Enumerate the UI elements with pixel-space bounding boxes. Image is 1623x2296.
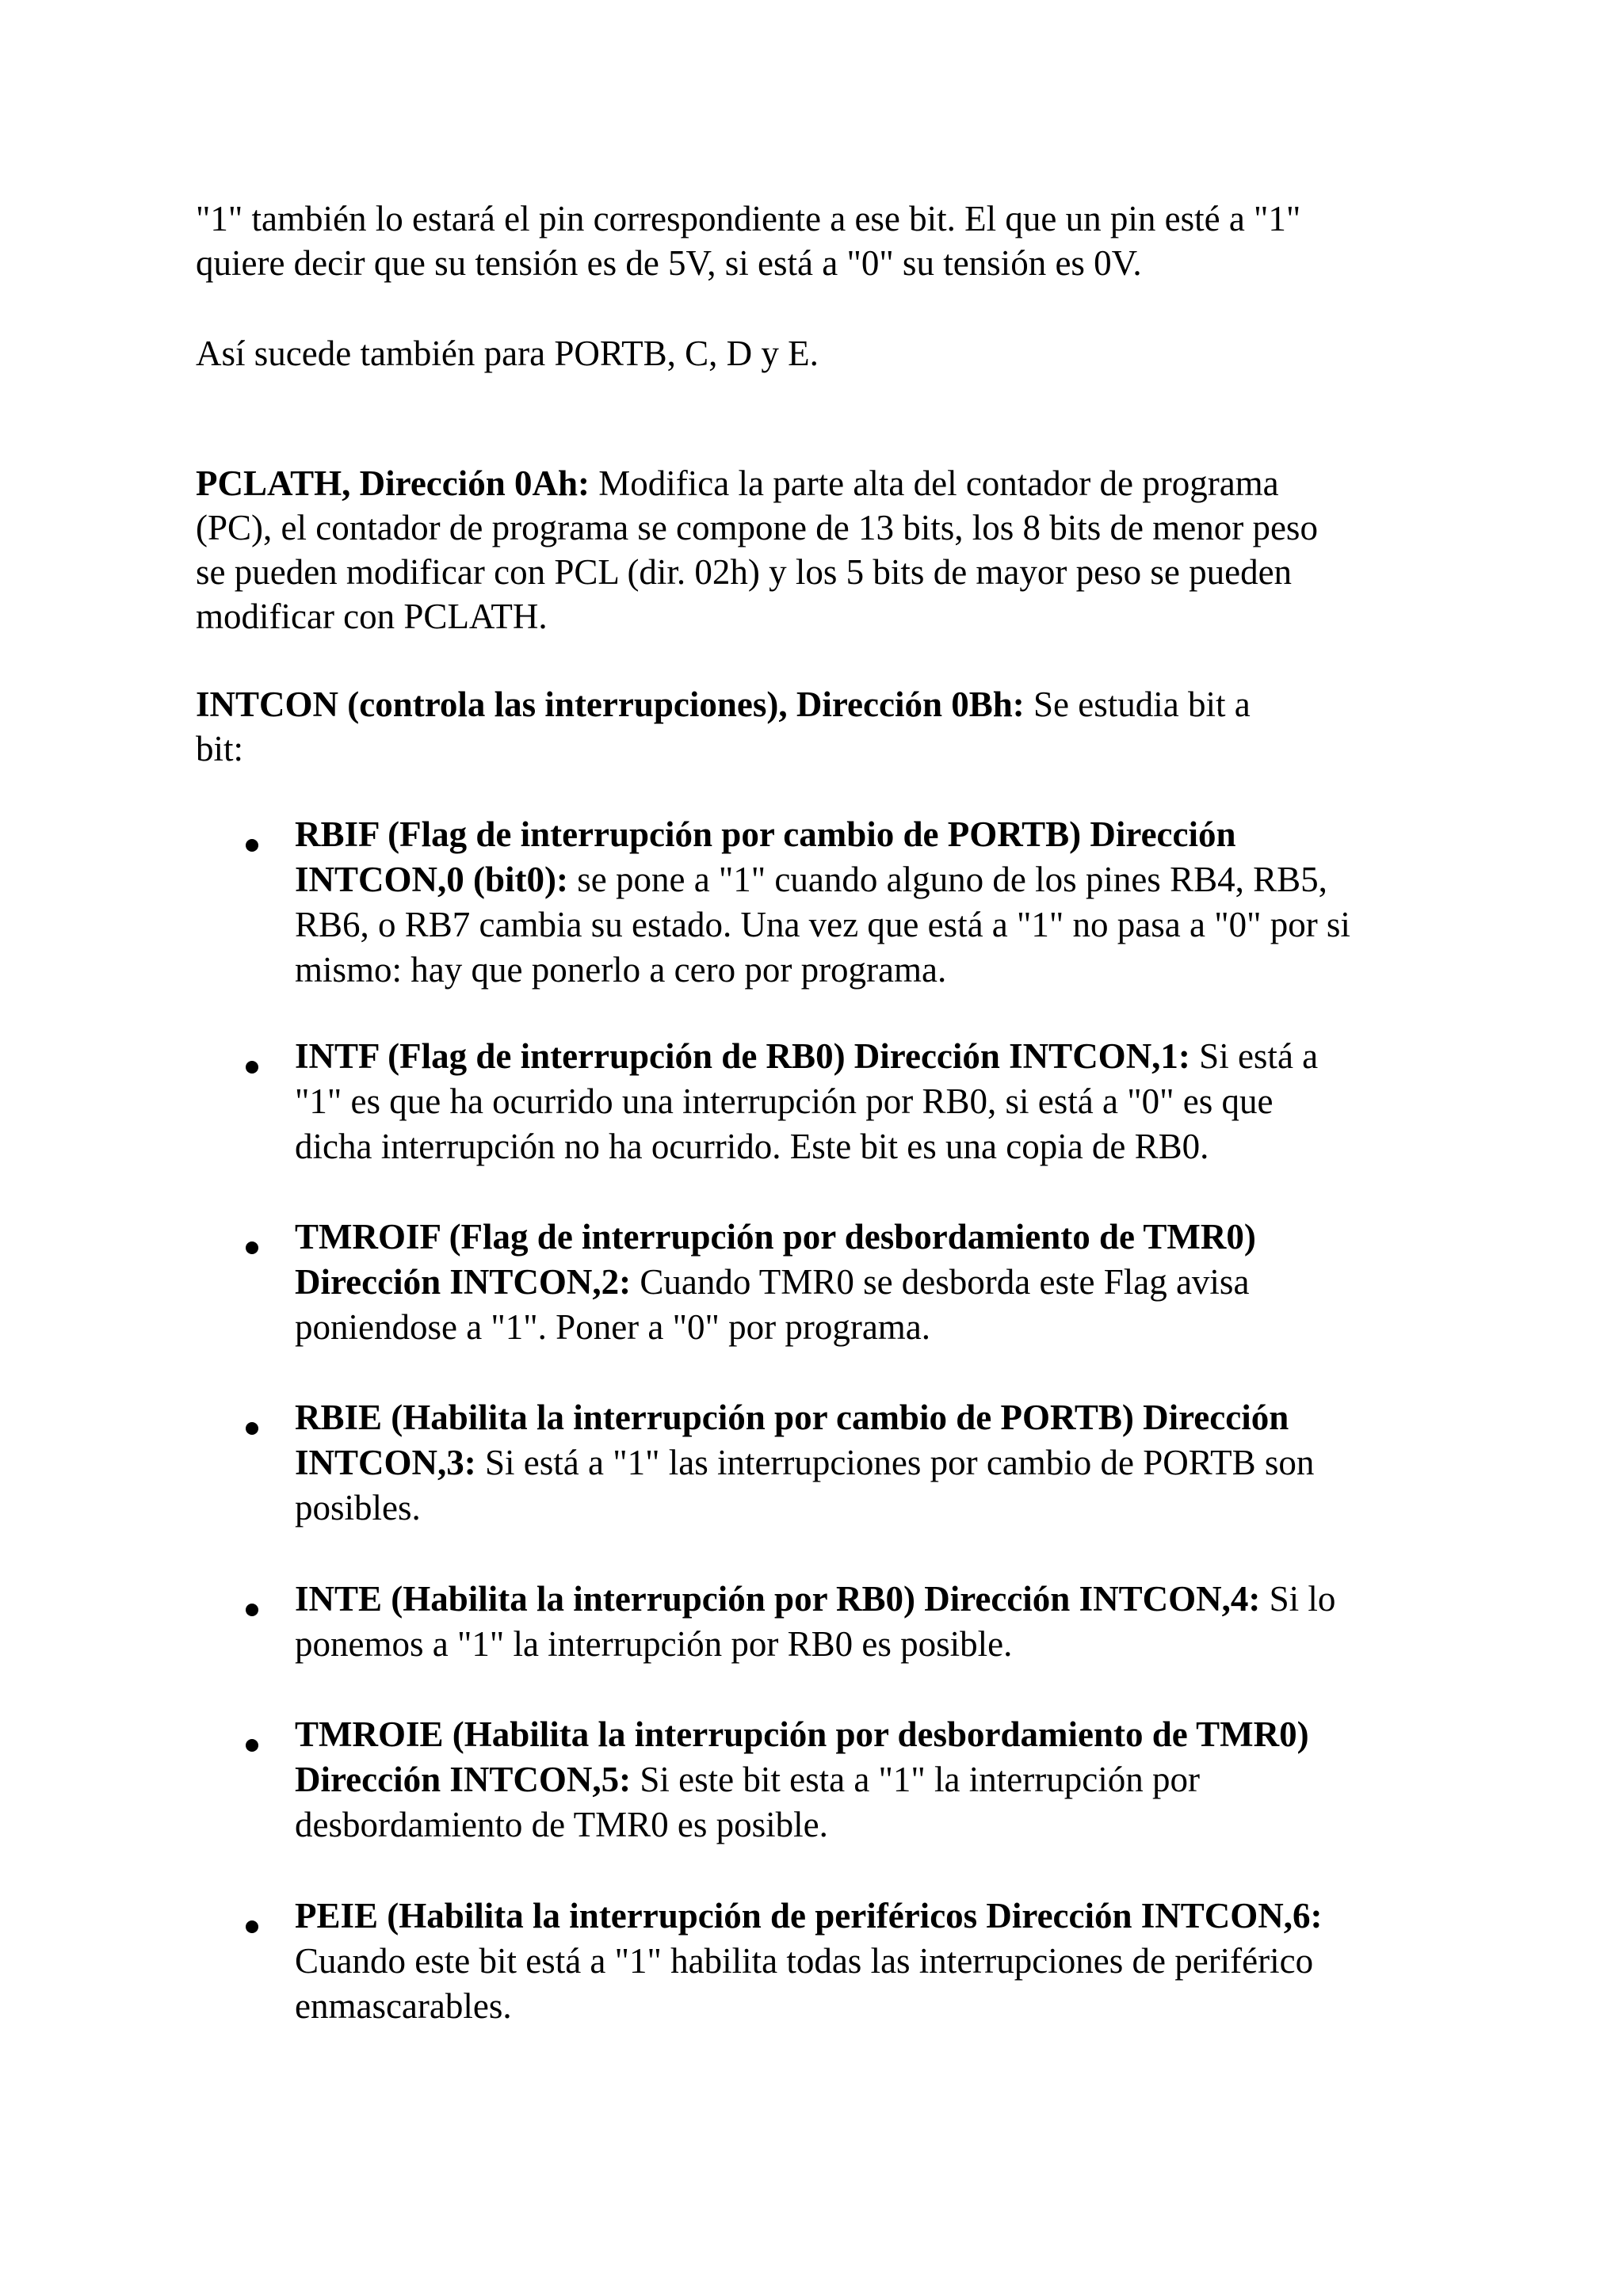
bullet-icon [246, 839, 258, 852]
tmroie-bold-1: TMROIE (Habilita la interrupción por desbordamiento de TMR0) [295, 1714, 1309, 1754]
rbif-text-4: mismo: hay que ponerlo a cero por programa. [295, 950, 947, 990]
inte-bold-1: INTE (Habilita la interrupción por RB0) Dirección INTCON,4: [295, 1579, 1261, 1619]
bullet-icon [246, 1739, 258, 1752]
tmroif-bold-2: Dirección INTCON,2: [295, 1262, 632, 1302]
intf-text-2: "1" es que ha ocurrido una interrupción por RB0, si está a "0" es que [295, 1081, 1274, 1121]
intro-line-1: "1" también lo estará el pin correspondiente a ese bit. El que un pin esté a "1" [196, 199, 1301, 238]
intcon-text-1: Se estudia bit a [1024, 685, 1251, 724]
bullet-icon [246, 1604, 258, 1616]
list-item-text [295, 1215, 1452, 1350]
list-item-text [295, 1577, 1452, 1667]
intcon-paragraph [196, 682, 1464, 771]
intf-text-3: dicha interrupción no ha ocurrido. Este bit es una copia de RB0. [295, 1127, 1209, 1166]
pclath-text-2: (PC), el contador de programa se compone de 13 bits, los 8 bits de menor peso [196, 508, 1318, 547]
intcon-text-2: bit: [196, 729, 244, 769]
pclath-text-1: Modifica la parte alta del contador de programa [590, 463, 1279, 503]
tmroie-text-2: Si este bit esta a "1" la interrupción por [631, 1760, 1200, 1799]
tmroie-bold-2: Dirección INTCON,5: [295, 1760, 632, 1799]
rbie-bold-1: RBIE (Habilita la interrupción por cambio de PORTB) Dirección [295, 1398, 1289, 1437]
inte-text-1: Si lo [1260, 1579, 1336, 1619]
bullet-icon [246, 1061, 258, 1074]
pclath-text-4: modificar con PCLATH. [196, 597, 548, 636]
inte-text-2: ponemos a "1" la interrupción por RB0 es posible. [295, 1624, 1013, 1664]
intro-paragraph [196, 196, 1464, 285]
rbie-bold-2: INTCON,3: [295, 1443, 476, 1482]
tmroif-text-2: Cuando TMR0 se desborda este Flag avisa [631, 1262, 1250, 1302]
pclath-text-3: se pueden modificar con PCL (dir. 02h) y los 5 bits de mayor peso se pueden [196, 552, 1293, 592]
peie-bold-1: PEIE (Habilita la interrupción de periféricos Dirección INTCON,6: [295, 1896, 1323, 1936]
rbie-text-2: Si está a "1" las interrupciones por cambio de PORTB son [475, 1443, 1315, 1482]
intcon-heading: INTCON (controla las interrupciones), Dirección 0Bh: [196, 685, 1025, 724]
tmroie-text-3: desbordamiento de TMR0 es posible. [295, 1805, 828, 1844]
intf-bold-1: INTF (Flag de interrupción de RB0) Dirección INTCON,1: [295, 1036, 1190, 1076]
bullet-icon [246, 1422, 258, 1435]
rbif-bold-2: INTCON,0 (bit0): [295, 860, 568, 899]
bullet-icon [246, 1241, 258, 1254]
portb-note-text: Así sucede también para PORTB, C, D y E. [196, 334, 819, 373]
peie-text-2: Cuando este bit está a "1" habilita todas las interrupciones de periférico [295, 1941, 1314, 1981]
rbif-text-2: se pone a "1" cuando alguno de los pines RB4, RB5, [568, 860, 1327, 899]
list-item-text [295, 1034, 1452, 1169]
tmroif-text-3: poniendose a "1". Poner a "0" por programa. [295, 1307, 931, 1347]
list-item-text [295, 1894, 1452, 2029]
portb-note [196, 331, 1464, 376]
tmroif-bold-1: TMROIF (Flag de interrupción por desbordamiento de TMR0) [295, 1217, 1256, 1257]
peie-text-3: enmascarables. [295, 1986, 512, 2026]
bullet-icon [246, 1920, 258, 1933]
rbif-bold-1: RBIF (Flag de interrupción por cambio de PORTB) Dirección [295, 814, 1236, 854]
pclath-heading: PCLATH, Dirección 0Ah: [196, 463, 590, 503]
intro-line-2: quiere decir que su tensión es de 5V, si está a "0" su tensión es 0V. [196, 243, 1142, 283]
pclath-paragraph [196, 461, 1464, 639]
list-item-text [295, 812, 1452, 993]
list-item-text [295, 1712, 1452, 1848]
rbif-text-3: RB6, o RB7 cambia su estado. Una vez que está a "1" no pasa a "0" por si [295, 905, 1350, 944]
intf-text-1: Si está a [1190, 1036, 1319, 1076]
rbie-text-3: posibles. [295, 1488, 421, 1527]
list-item-text [295, 1395, 1452, 1531]
